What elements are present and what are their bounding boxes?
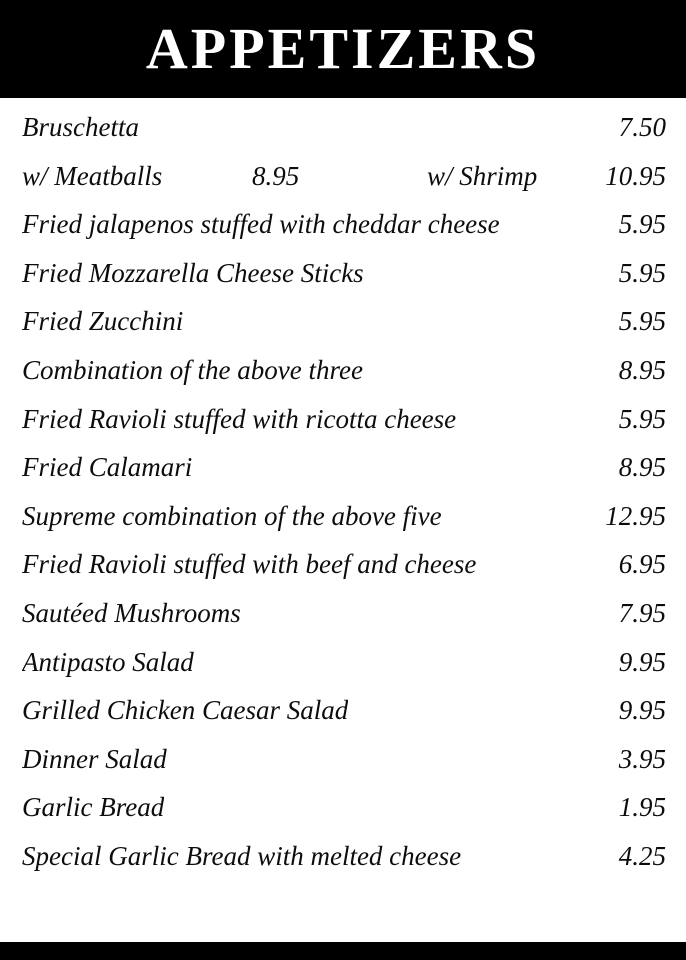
menu-item-name: Fried Calamari [22,452,193,483]
menu-item-name: Fried Zucchini [22,306,184,337]
menu-item-row [22,452,666,501]
menu-item-row [22,647,666,696]
menu-item-name: Grilled Chicken Caesar Salad [22,695,349,726]
menu-item-row [22,549,666,598]
menu-item-name: w/ Meatballs [22,160,163,191]
menu-item-row [22,112,666,161]
menu-item-price: 9.95 [618,695,666,726]
menu-item-price: 8.95 [618,354,666,385]
menu-item-name: Fried Mozzarella Cheese Sticks [22,257,364,288]
menu-item-name: Fried Ravioli stuffed with ricotta cheese [22,403,457,434]
menu-footer-band [0,942,686,960]
menu-item-name: Supreme combination of the above five [22,500,442,531]
menu-item-row [22,744,666,793]
menu-item-row [22,306,666,355]
page-title: APPETIZERS [145,16,541,81]
menu-item-row [22,598,666,647]
menu-item-price: 6.95 [618,549,666,580]
menu-item-name: Antipasto Salad [22,646,194,677]
menu-item-name: Fried jalapenos stuffed with cheddar cheese [22,209,500,240]
menu-item-row [22,404,666,453]
menu-item-price: 12.95 [605,500,666,531]
menu-item-name: Dinner Salad [22,743,167,774]
menu-item-price: 4.25 [618,840,666,871]
menu-item-price: 1.95 [618,792,666,823]
menu-item-row [22,695,666,744]
menu-item-name: Bruschetta [22,112,139,142]
menu-item-row [22,209,666,258]
menu-item-row [22,841,666,890]
menu-item-name: Special Garlic Bread with melted cheese [22,840,462,871]
menu-item-name-secondary: w/ Shrimp [427,160,538,191]
menu-item-price: 5.95 [618,257,666,288]
menu-item-price: 5.95 [618,209,666,240]
menu-items-list [0,98,686,942]
menu-item-row [22,501,666,550]
menu-item-name: Combination of the above three [22,354,363,385]
menu-item-price: 9.95 [618,646,666,677]
menu-item-price: 7.95 [618,597,666,628]
menu-item-name: Fried Ravioli stuffed with beef and cheese [22,549,477,580]
menu-item-price: 7.50 [618,112,666,142]
menu-item-price: 8.95 [618,452,666,483]
menu-item-row [22,161,666,210]
menu-item-name: Sautéed Mushrooms [22,597,241,628]
menu-item-price-secondary: 10.95 [605,160,666,191]
menu-item-name: Garlic Bread [22,792,165,823]
menu-item-row [22,355,666,404]
menu-item-price: 3.95 [618,743,666,774]
menu-item-row [22,792,666,841]
menu-item-price: 5.95 [618,403,666,434]
menu-header-band [0,0,686,98]
menu-item-price: 8.95 [252,160,300,191]
menu-item-row [22,258,666,307]
menu-item-price: 5.95 [618,306,666,337]
